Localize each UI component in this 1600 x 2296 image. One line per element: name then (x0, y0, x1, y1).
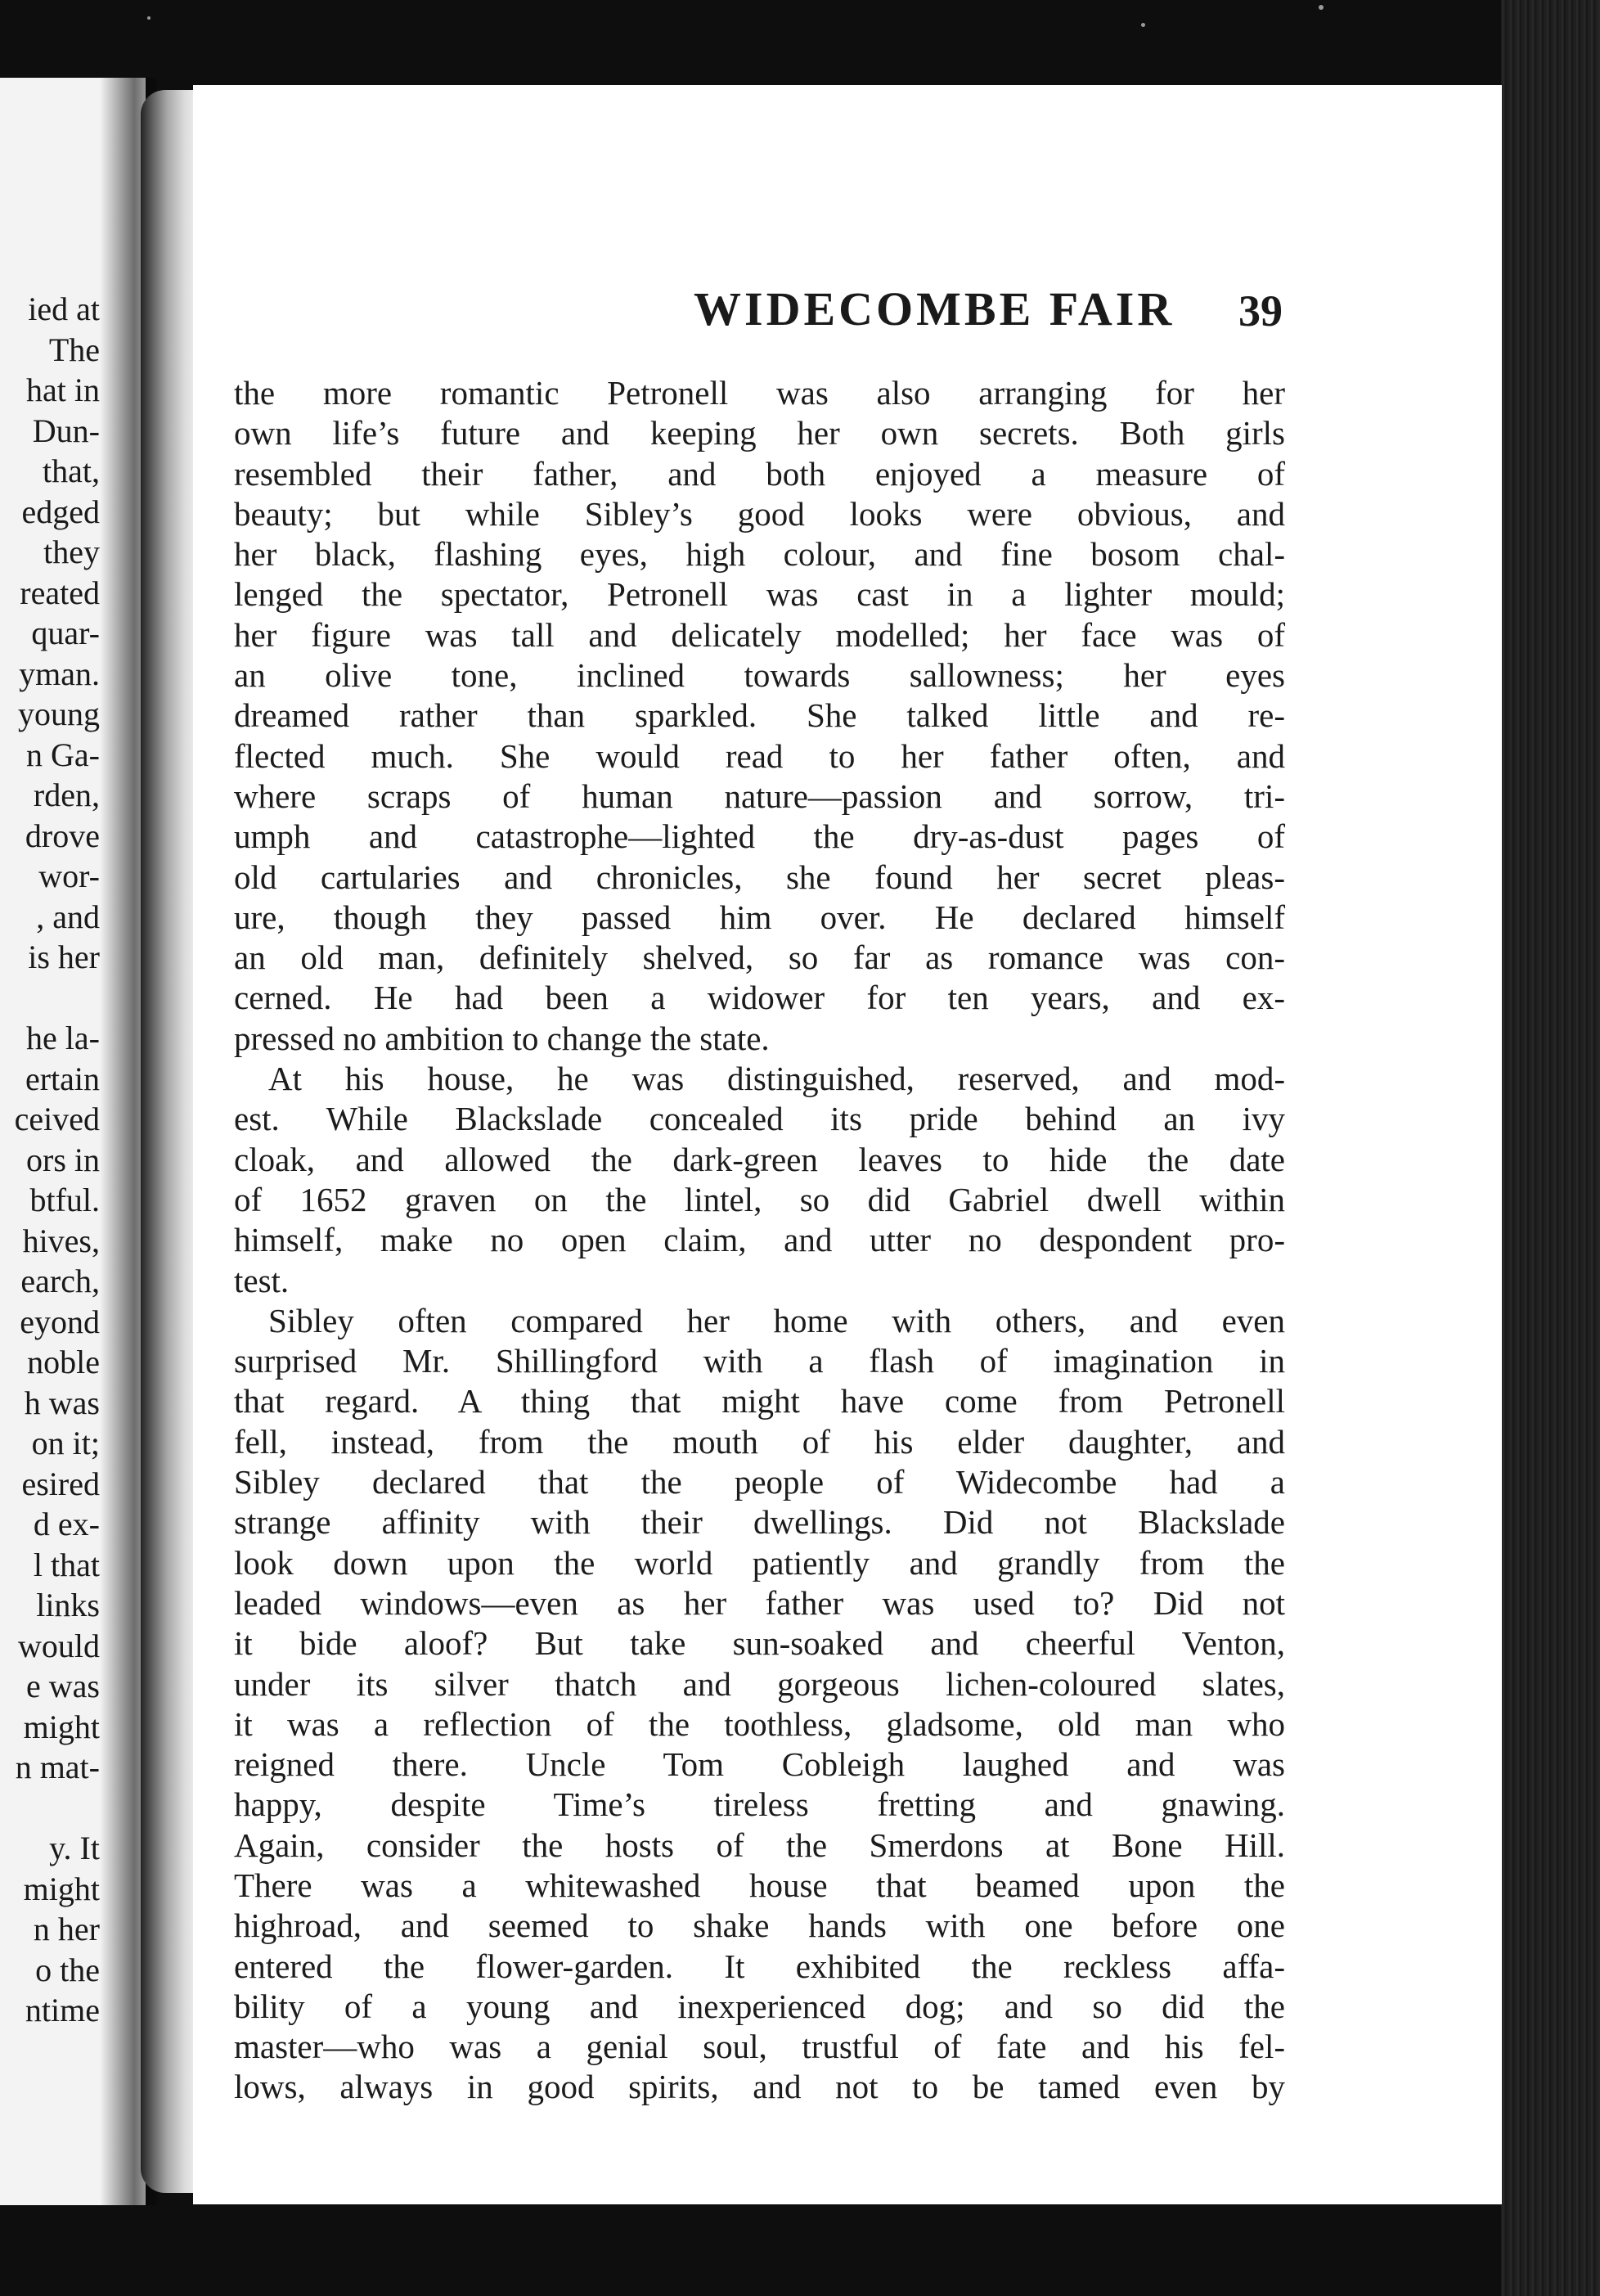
facing-page-line: that, (43, 452, 100, 489)
facing-page-line: h was (24, 1384, 100, 1421)
facing-page-line: he la- (26, 1020, 100, 1056)
facing-page-line: young (18, 696, 100, 732)
running-head: WIDECOMBE FAIR (694, 282, 1175, 335)
text-line: cloak, and allowed the dark-green leaves to hide the date (234, 1140, 1285, 1178)
facing-page-line: noble (27, 1344, 100, 1380)
text-line: Sibley often compared her home with others, and even (268, 1301, 1285, 1339)
facing-page-line: d ex- (33, 1506, 100, 1542)
page-curl (141, 90, 200, 2193)
facing-page-line: reated (20, 574, 100, 611)
facing-page-line: yman. (19, 655, 100, 692)
page-number: 39 (1238, 286, 1283, 335)
text-line: Sibley declared that the people of Widecombe had a (234, 1463, 1285, 1501)
text-line: resembled their father, and both enjoyed a measure of (234, 454, 1285, 493)
text-line: lows, always in good spirits, and not to be tamed even by (234, 2068, 1285, 2106)
facing-page-text (15, 289, 100, 2031)
scan-speck (147, 16, 151, 20)
body-text (234, 373, 1285, 2108)
text-line: umph and catastrophe—lighted the dry-as-dust pages of (234, 817, 1285, 856)
facing-page-line: ceived (14, 1101, 100, 1137)
text-line: lenged the spectator, Petronell was cast in a lighter mould; (234, 575, 1285, 614)
facing-page-line: they (43, 533, 100, 570)
facing-page-line: n mat- (15, 1749, 100, 1785)
text-line: entered the flower-garden. It exhibited the reckless affa- (234, 1947, 1285, 1985)
text-line: an olive tone, inclined towards sallowness; her eyes (234, 656, 1285, 695)
facing-page-line (15, 978, 100, 1019)
text-line: reigned there. Uncle Tom Cobleigh laughed and was (234, 1745, 1285, 1784)
facing-page-line: Dun- (32, 412, 100, 449)
text-line: pressed no ambition to change the state. (234, 1019, 770, 1057)
facing-page-line: might (23, 1870, 100, 1907)
text-line: Again, consider the hosts of the Smerdons at Bone Hill. (234, 1826, 1285, 1864)
facing-page-line: quar- (31, 615, 100, 651)
text-line: At his house, he was distinguished, reserved, and mod- (268, 1060, 1285, 1098)
text-line: it bide aloof? But take sun-soaked and cheerful Venton, (234, 1624, 1285, 1663)
facing-page-line: esired (21, 1465, 100, 1502)
text-line: it was a reflection of the toothless, gladsome, old man who (234, 1704, 1285, 1743)
text-line: of 1652 graven on the lintel, so did Gabriel dwell within (234, 1180, 1285, 1218)
text-line: est. While Blackslade concealed its pride behind an ivy (234, 1100, 1285, 1138)
facing-page-line: ors in (26, 1141, 100, 1178)
text-line: master—who was a genial soul, trustful of fate and his fel- (234, 2028, 1285, 2066)
facing-page-line: btful. (29, 1182, 100, 1218)
text-line: where scraps of human nature—passion and sorrow, tri- (234, 777, 1285, 815)
facing-page-line: hives, (22, 1222, 100, 1259)
text-line: an old man, definitely shelved, so far as romance was con- (234, 939, 1285, 977)
text-line: strange affinity with their dwellings. Did not Blackslade (234, 1503, 1285, 1542)
scan-speck (1141, 23, 1145, 27)
text-line: the more romantic Petronell was also arranging for her (234, 374, 1285, 412)
facing-page-line: earch, (20, 1263, 100, 1299)
text-line: happy, despite Time’s tireless fretting and gnawing. (234, 1785, 1285, 1824)
text-line: bility of a young and inexperienced dog; and so did the (234, 1987, 1285, 2025)
facing-page-line: , and (36, 898, 100, 935)
facing-page-line: would (18, 1627, 100, 1664)
facing-page-line: rden, (33, 777, 100, 813)
text-line: test. (234, 1261, 290, 1299)
text-line: beauty; but while Sibley’s good looks were obvious, and (234, 494, 1285, 533)
text-line: her figure was tall and delicately modelled; her face was of (234, 615, 1285, 654)
facing-page-line: ied at (28, 290, 100, 327)
facing-page-line: n her (33, 1911, 100, 1947)
text-line: highroad, and seemed to shake hands with one before one (234, 1907, 1285, 1945)
facing-page-line: hat in (26, 371, 100, 408)
facing-page-line: links (36, 1587, 100, 1623)
facing-page-line: eyond (20, 1303, 100, 1340)
facing-page-line: ntime (25, 1992, 100, 2028)
facing-page-line: is her (28, 939, 100, 975)
text-line: own life’s future and keeping her own secrets. Both girls (234, 414, 1285, 452)
facing-page-line: y. It (49, 1830, 100, 1866)
facing-page-line: edged (21, 493, 100, 530)
facing-page-line: on it; (31, 1425, 100, 1461)
text-line: leaded windows—even as her father was used to? Did not (234, 1583, 1285, 1622)
facing-page-line: e was (26, 1668, 100, 1704)
facing-page-line: The (48, 331, 100, 368)
scan-speck (1319, 5, 1324, 10)
text-line: old cartularies and chronicles, she found her secret pleas- (234, 858, 1285, 896)
background-cloth (1501, 0, 1600, 2296)
text-line: cerned. He had been a widower for ten years, and ex- (234, 979, 1285, 1017)
facing-page-line: l that (33, 1546, 100, 1583)
facing-page-line: ertain (25, 1060, 100, 1097)
facing-page-line: o the (35, 1951, 100, 1988)
text-line: fell, instead, from the mouth of his elder daughter, and (234, 1422, 1285, 1461)
text-line: under its silver thatch and gorgeous lichen-coloured slates, (234, 1664, 1285, 1703)
text-line: flected much. She would read to her father often, and (234, 736, 1285, 775)
book-page (193, 85, 1502, 2204)
text-line: There was a whitewashed house that beamed upon the (234, 1866, 1285, 1904)
text-line: her black, flashing eyes, high colour, and fine bosom chal- (234, 535, 1285, 574)
text-line: that regard. A thing that might have come from Petronell (234, 1382, 1285, 1420)
text-line: ure, though they passed him over. He declared himself (234, 898, 1285, 936)
facing-page-line: might (23, 1708, 100, 1745)
facing-page-line: n Ga- (26, 736, 100, 773)
facing-page-line: wor- (38, 858, 100, 894)
text-line: look down upon the world patiently and grandly from the (234, 1543, 1285, 1582)
text-line: surprised Mr. Shillingford with a flash of imagination in (234, 1342, 1285, 1380)
text-line: himself, make no open claim, and utter no despondent pro- (234, 1221, 1285, 1259)
text-line: dreamed rather than sparkled. She talked little and re- (234, 696, 1285, 735)
facing-page-line (15, 1788, 100, 1829)
facing-page-line: drove (25, 817, 100, 854)
